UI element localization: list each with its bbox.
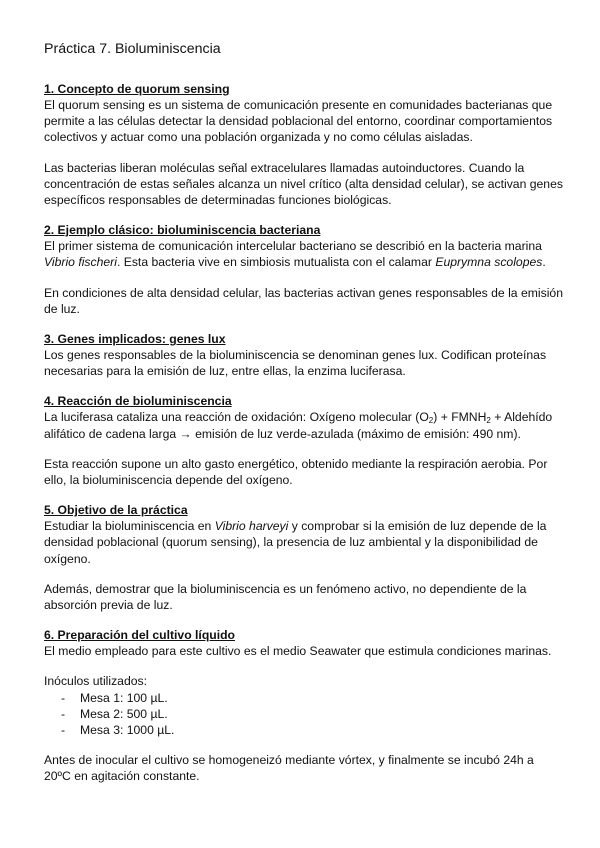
paragraph-genes-lux: Los genes responsables de la bioluminiscencia se denominan genes lux. Codifican proteínas necesarias para la emisión de luz, entre ellas, la enzima luciferasa.	[44, 348, 547, 379]
document-body	[44, 40, 564, 785]
list-item: - Mesa 2: 500 µL.	[61, 706, 168, 721]
paragraph-incubacion: Antes de inocular el cultivo se homogeneizó mediante vórtex, y finalmente se incubó 24h a 20ºC en agitación constante.	[44, 753, 534, 784]
section-heading-ejemplo-clasico: 2. Ejemplo clásico: bioluminiscencia bacteriana	[44, 223, 321, 238]
species-name: Vibrio fischeri	[44, 255, 117, 270]
paragraph-objetivo: Estudiar la bioluminiscencia en Vibrio harveyi y comprobar si la emisión de luz depende de la densidad poblacional (quorum sensing), la presencia de luz ambiental y la disponibilidad de oxígeno.	[44, 519, 547, 566]
paragraph-medio-seawater: El medio empleado para este cultivo es el medio Seawater que estimula condiciones marinas.	[44, 644, 552, 659]
paragraph-reaccion-luciferasa: La luciferasa cataliza una reacción de oxidación: Oxígeno molecular $(O_2)$ + $FMNH_2$ + Aldehído alifático de cadena larga → emisión de luz verde-azulada (máximo de emisión: 490 nm).	[44, 410, 553, 441]
paragraph-quorum-definition: El quorum sensing es un sistema de comunicación presente en comunidades bacterianas que permite a las células detectar la densidad poblacional del entorno, coordinar comportamientos colectivos y actuar como una población organizada y no como células aisladas.	[44, 98, 553, 145]
list-item: - Mesa 3: 1000 µL.	[61, 723, 175, 738]
list-item: - Mesa 1: 100 µL.	[61, 690, 168, 705]
paragraph-vibrio-fischeri: El primer sistema de comunicación intercelular bacteriano se describió en la bacteria marina Vibrio fischeri. Esta bacteria vive en simbiosis mutualista con el calamar Euprymna scolopes.	[44, 239, 546, 270]
species-name: Euprymna scolopes	[435, 255, 543, 270]
paragraph-alta-densidad: En condiciones de alta densidad celular, las bacterias activan genes responsables de la emisión de luz.	[44, 285, 563, 316]
section-heading-quorum-sensing: 1. Concepto de quorum sensing	[44, 82, 230, 96]
section-heading-preparacion: 6. Preparación del cultivo líquido	[44, 628, 235, 643]
section-heading-genes-lux: 3. Genes implicados: genes lux	[44, 332, 226, 347]
paragraph-fenomeno-activo: Además, demostrar que la bioluminiscencia es un fenómeno activo, no dependiente de la absorción previa de luz.	[44, 581, 527, 613]
paragraph-gasto-energetico: Esta reacción supone un alto gasto energético, obtenido mediante la respiración aerobia. Por ello, la bioluminiscencia depende del oxígeno.	[44, 456, 548, 488]
inoculum-list	[44, 690, 564, 739]
species-name: Vibrio harveyi	[214, 519, 289, 534]
list-intro-inoculos: Inóculos utilizados:	[44, 674, 147, 689]
section-heading-reaccion: 4. Reacción de bioluminiscencia	[44, 394, 232, 409]
page-title: Práctica 7. Bioluminiscencia	[44, 41, 221, 57]
paragraph-autoinductores: Las bacterias liberan moléculas señal extracelulares llamadas autoinductores. Cuando la concentración de estas señales alcanza un nivel crítico (alta densidad celular), se activan genes específicos responsables de determinadas funciones biológicas.	[44, 160, 563, 208]
section-heading-objetivo: 5. Objetivo de la práctica	[44, 503, 188, 518]
